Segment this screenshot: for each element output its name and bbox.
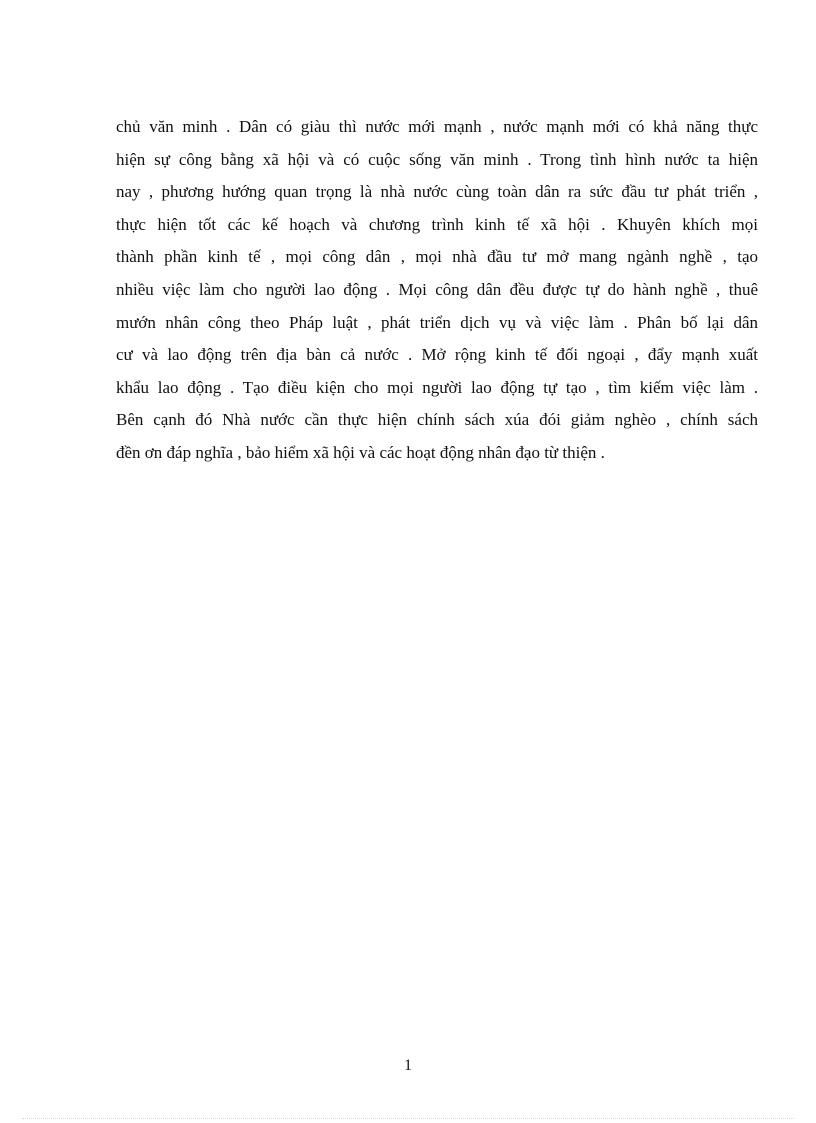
paragraph-line-1: chủ văn minh . Dân có giàu thì nước mới mạnh , nước mạnh mới có khả năng thực: [116, 117, 758, 136]
paragraph-line-4: thực hiện tốt các kế hoạch và chương trình kinh tế xã hội . Khuyên khích mọi: [116, 214, 758, 234]
page-number: 1: [404, 1057, 412, 1074]
paragraph-line-2: hiện sự công bằng xã hội và có cuộc sống văn minh . Trong tình hình nước ta hiện: [116, 149, 758, 169]
paragraph-line-11: đền ơn đáp nghĩa , bảo hiểm xã hội và các hoạt động nhân đạo từ thiện .: [116, 442, 605, 462]
paragraph-line-3: nay , phương hướng quan trọng là nhà nước cùng toàn dân ra sức đầu tư phát triển ,: [116, 182, 758, 202]
paragraph-line-6: nhiều việc làm cho người lao động . Mọi công dân đều được tự do hành nghề , thuê: [116, 279, 758, 299]
paragraph-line-7: mướn nhân công theo Pháp luật , phát triển dịch vụ và việc làm . Phân bố lại dân: [116, 312, 758, 332]
body-paragraph: [116, 111, 758, 470]
paragraph-line-5: thành phần kinh tế , mọi công dân , mọi nhà đầu tư mở mang ngành nghề , tạo: [116, 247, 758, 267]
page-bottom-divider: [22, 1118, 794, 1119]
paragraph-line-8: cư và lao động trên địa bàn cả nước . Mở rộng kinh tế đối ngoại , đẩy mạnh xuất: [116, 345, 758, 365]
paragraph-line-9: khẩu lao động . Tạo điều kiện cho mọi người lao động tự tạo , tìm kiếm việc làm .: [116, 377, 758, 397]
paragraph-line-10: Bên cạnh đó Nhà nước cần thực hiện chính sách xúa đói giảm nghèo , chính sách: [116, 410, 758, 430]
